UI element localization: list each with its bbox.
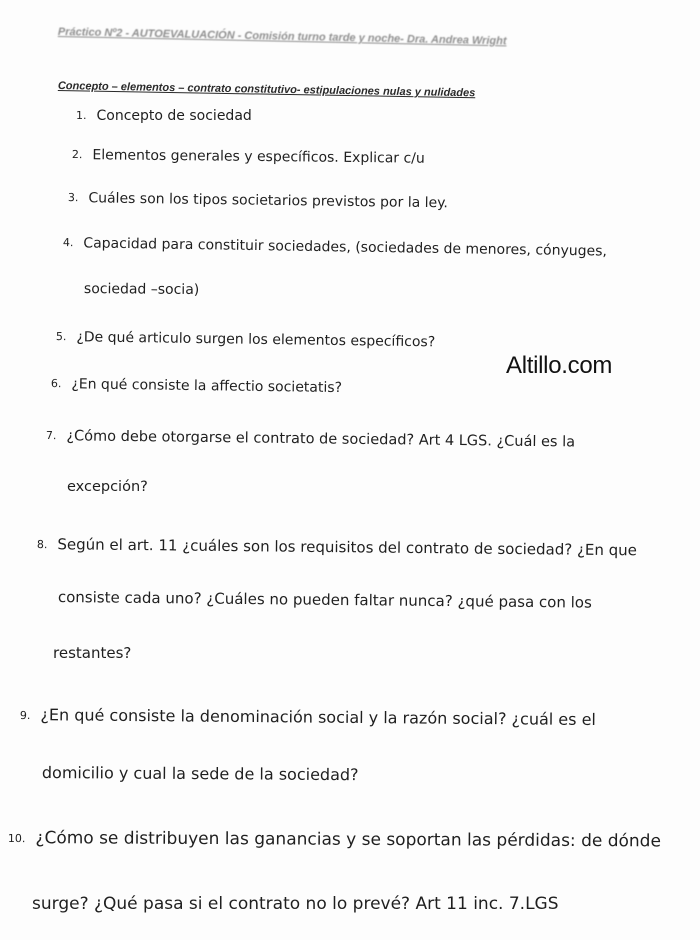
question-text: Cuáles son los tipos societarios previstos por la ley. [88,190,449,212]
question-7 [46,428,575,450]
question-text: Concepto de sociedad [96,108,252,124]
question-8 [37,535,637,559]
question-text: Según el art. 11 ¿cuáles son los requisitos del contrato de sociedad? ¿En que [57,535,638,560]
question-text: ¿En qué consiste la denominación social y la razón social? ¿cuál es el [40,705,596,730]
question-number: 4. [62,235,74,250]
header-topics-line: Concepto – elementos – contrato constitutivo- estipulaciones nulas y nulidades [57,80,476,100]
question-9-continuation: domicilio y cual la sede de la sociedad? [41,763,359,785]
question-number: 5. [55,329,67,344]
question-6 [51,376,342,396]
question-4-continuation: sociedad –socia) [83,281,200,299]
question-9 [20,705,596,729]
question-text: Elementos generales y específicos. Explicar c/u [92,147,425,167]
header-title-line: Práctico Nº2 - AUTOEVALUACIÓN - Comisión turno tarde y noche- Dra. Andrea Wright [57,26,507,48]
question-8-continuation-2: restantes? [53,644,132,662]
question-4 [63,235,607,260]
question-1 [76,108,252,124]
question-5 [56,329,436,350]
question-text: Capacidad para constituir sociedades, (sociedades de menores, cónyuges, [83,235,608,260]
question-10 [8,828,661,851]
question-10-continuation: surge? ¿Qué pasa si el contrato no lo prevé? Art 11 inc. 7.LGS [32,894,559,914]
question-7-continuation: excepción? [67,479,148,495]
question-number: 6. [50,376,62,391]
question-2 [72,147,425,167]
question-number: 10. [7,831,26,846]
question-text: ¿Cómo debe otorgarse el contrato de sociedad? Art 4 LGS. ¿Cuál es la [66,428,576,451]
question-3 [68,190,448,211]
question-text: ¿Cómo se distribuyen las ganancias y se soportan las pérdidas: de dónde [35,828,662,852]
question-number: 9. [19,708,31,723]
question-number: 3. [67,190,79,205]
question-number: 8. [36,537,48,552]
question-8-continuation-1: consiste cada uno? ¿Cuáles no pueden faltar nunca? ¿qué pasa con los [57,588,592,612]
question-text: ¿De qué articulo surgen los elementos específicos? [76,329,436,351]
question-text: ¿En qué consiste la affectio societatis? [71,376,343,397]
question-number: 7. [45,428,57,443]
question-number: 2. [71,147,83,162]
altillo-watermark: Altillo.com [506,352,613,379]
question-number: 1. [76,109,87,122]
